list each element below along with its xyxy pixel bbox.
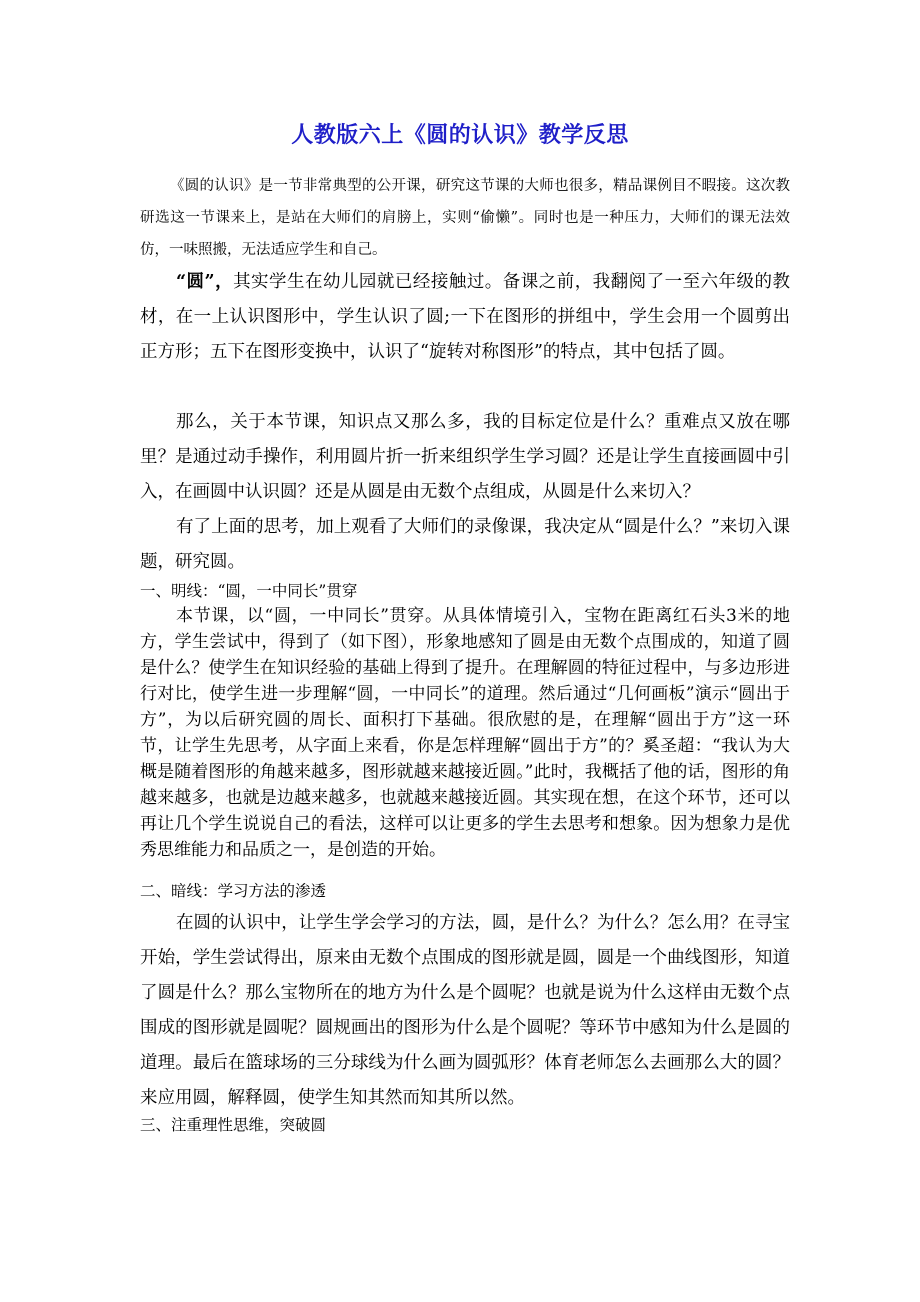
paragraph-goal-question: 那么，关于本节课，知识点又那么多，我的目标定位是什么？重难点又放在哪里？是通过动手操作，利用圆片折一折来组织学生学习圆？还是让学生直接画圆中引入，在画圆中认识圆？还是从圆是由无数个点组成，从圆是什么来切入？ — [140, 412, 790, 502]
section-heading-2: 二、暗线：学习方法的渗透 — [140, 882, 327, 900]
section-heading-1: 一、明线：“圆，一中同长”贯穿 — [140, 582, 358, 600]
section-1-body: 本节课，以“圆，一中同长”贯穿。从具体情境引入，宝物在距离红石头3米的地方，学生尝试中，得到了（如下图），形象地感知了圆是由无数个点围成的，知道了圆是什么？使学生在知识经验的基础上得到了提升。在理解圆的特征过程中，与多边形进行对比，使学生进一步理解“圆，一中同长”的道理。然后通过“几何画板”演示“圆出于方”，为以后研究圆的周长、面积打下基础。很欣慰的是，在理解“圆出于方”这一环节，让学生先思考，从字面上来看，你是怎样理解“圆出于方”的？奚圣超：“我认为大概是随着图形的角越来越多，图形就越来越接近圆。”此时，我概括了他的话，图形的角越来越多，也就是边越来越多，也就越来越接近圆。其实现在想，在这个环节，还可以再让几个学生说说自己的看法，这样可以让更多的学生去思考和想象。因为想象力是优秀思维能力和品质之一，是创造的开始。 — [140, 606, 790, 860]
section-heading-3: 三、注重理性思维，突破圆 — [140, 1116, 327, 1134]
paragraph-decision: 有了上面的思考，加上观看了大师们的录像课，我决定从“圆是什么？”来切入课题，研究圆。 — [140, 517, 790, 572]
intro-paragraph: 《圆的认识》是一节非常典型的公开课，研究这节课的大师也很多，精品课例目不暇接。这次教研选这一节课来上，是站在大师们的肩膀上，实则“偷懒”。同时也是一种压力，大师们的课无法效仿，一味照搬，无法适应学生和自己。 — [140, 178, 790, 258]
section-2-body: 在圆的认识中，让学生学会学习的方法，圆，是什么？为什么？怎么用？在寻宝开始，学生尝试得出，原来由无数个点围成的图形就是圆，圆是一个曲线图形，知道了圆是什么？那么宝物所在的地方为什么是个圆呢？也就是说为什么这样由无数个点围成的图形就是圆呢？圆规画出的图形为什么是个圆呢？等环节中感知为什么是圆的道理。最后在篮球场的三分球线为什么画为圆弧形？体育老师怎么去画那么大的圆？来应用圆，解释圆，使学生知其然而知其所以然。 — [140, 913, 790, 1108]
bold-lead-text: “圆”， — [176, 272, 234, 292]
document-title: 人教版六上《圆的认识》教学反思 — [291, 122, 629, 148]
paragraph-text: 其实学生在幼儿园就已经接触过。备课之前，我翻阅了一至六年级的教材，在一上认识图形中，学生认识了圆;一下在图形的拼组中，学生会用一个圆剪出正方形；五下在图形变换中，认识了“旋转对称图形”的特点，其中包括了圆。 — [140, 272, 790, 362]
paragraph-circle-preview — [140, 265, 790, 370]
